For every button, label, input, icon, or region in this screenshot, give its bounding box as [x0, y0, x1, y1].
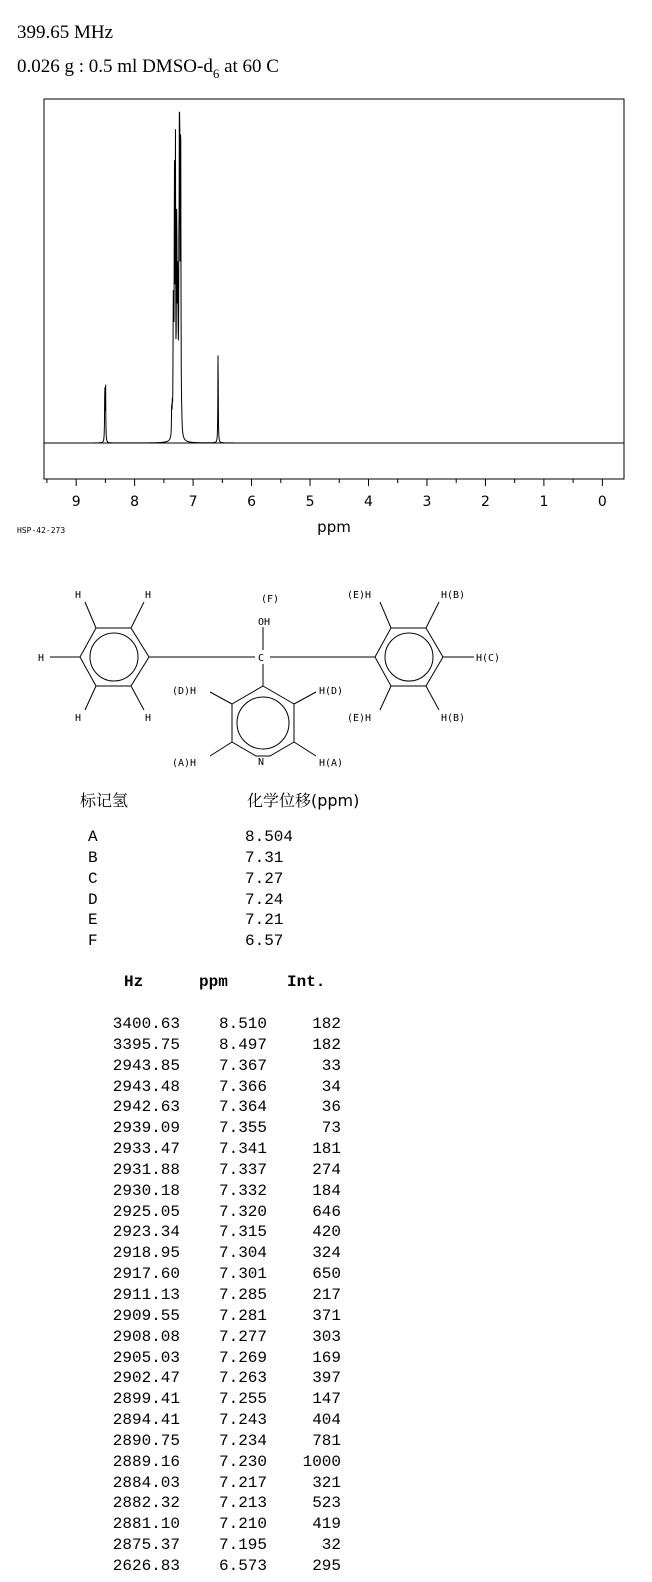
peak-int-value: 420 [312, 1223, 341, 1242]
peak-int-value: 182 [312, 1035, 341, 1054]
x-tick-label: 0 [597, 494, 607, 510]
plot-frame [44, 99, 624, 479]
x-tick-label: 7 [188, 494, 198, 510]
x-tick-label: 6 [247, 494, 257, 510]
label-EH-bottom: (E)H [347, 713, 372, 724]
frequency-label: 399.65 MHz [17, 22, 114, 43]
peak-ppm-value: 8.497 [218, 1035, 267, 1054]
label-H-left-bot-right: H [145, 713, 152, 724]
label-AH-left: (A)H [172, 758, 197, 769]
peak-int-value: 169 [312, 1348, 341, 1367]
peak-ppm-value: 7.217 [218, 1473, 267, 1492]
peak-hz-value: 2884.03 [112, 1473, 180, 1492]
peak-hz-value: 2917.60 [112, 1265, 180, 1284]
label-H-left-top-left: H [75, 590, 82, 601]
label-HA-right: H(A) [319, 758, 344, 769]
peak-hz-value: 2889.16 [112, 1452, 180, 1471]
assignment-shift-column [245, 827, 293, 952]
peak-hz-value: 2908.08 [112, 1327, 180, 1346]
assignment-label: D [88, 890, 98, 909]
peak-int-value: 523 [312, 1494, 341, 1513]
assignment-label: B [88, 848, 98, 867]
peak-hz-value: 2902.47 [112, 1369, 180, 1388]
assignment-shift: 7.24 [245, 890, 284, 909]
peak-ppm-value: 7.213 [218, 1494, 267, 1513]
peak-hz-value: 2931.88 [112, 1160, 180, 1179]
peak-int-value: 1000 [302, 1452, 341, 1471]
peak-ppm-value: 7.341 [218, 1140, 267, 1159]
peak-hz-value: 2909.55 [112, 1306, 180, 1325]
peak-hz-value: 2890.75 [112, 1431, 180, 1450]
x-tick-label: 8 [130, 494, 140, 510]
peak-int-value: 295 [312, 1556, 341, 1575]
peak-int-value: 397 [312, 1369, 341, 1388]
peak-hz-value: 3395.75 [112, 1035, 180, 1054]
x-tick-label: 4 [364, 494, 373, 510]
peak-int-value: 303 [312, 1327, 341, 1346]
peak-int-value: 419 [312, 1515, 341, 1534]
sample-prefix: 0.026 g : 0.5 ml DMSO-d [17, 56, 213, 77]
label-EH-top: (E)H [347, 590, 372, 601]
assignment-shift: 8.504 [245, 828, 294, 846]
peak-hz-value: 2905.03 [112, 1348, 180, 1367]
peak-ppm-value: 7.230 [218, 1452, 267, 1471]
peak-ppm-value: 7.210 [218, 1515, 267, 1534]
peak-ppm-column [190, 1014, 267, 1577]
peak-hz-value: 2943.85 [112, 1056, 180, 1075]
right-phenyl-aromatic-circle [385, 633, 433, 681]
peak-ppm-value: 7.243 [218, 1411, 267, 1430]
label-H-left-para: H [38, 653, 45, 664]
peak-ppm-value: 7.366 [218, 1077, 267, 1096]
peak-ppm-value: 7.355 [218, 1119, 267, 1138]
peak-ppm-value: 7.255 [218, 1390, 267, 1409]
label-HC: H(C) [476, 653, 501, 664]
peak-ppm-value: 7.315 [218, 1223, 267, 1242]
peak-ppm-value: 7.281 [218, 1306, 267, 1325]
peak-int-value: 781 [312, 1431, 341, 1450]
peak-ppm-value: 7.332 [218, 1181, 267, 1200]
peak-ppm-value: 7.285 [218, 1285, 267, 1304]
peak-hz-value: 3400.63 [112, 1015, 180, 1033]
peak-int-value: 646 [312, 1202, 341, 1221]
x-tick-label: 2 [480, 494, 490, 510]
label-H-left-top-right: H [145, 590, 152, 601]
peak-int-value: 32 [321, 1536, 341, 1555]
peak-hz-value: 2899.41 [112, 1390, 180, 1409]
peak-ppm-value: 7.301 [218, 1265, 267, 1284]
peak-hz-column [90, 1014, 180, 1577]
assignment-shift: 6.57 [245, 932, 284, 951]
peak-hz-value: 2933.47 [112, 1140, 180, 1159]
peak-int-value: 36 [321, 1098, 341, 1117]
peak-int-column [280, 1014, 341, 1577]
assignment-label: F [88, 932, 98, 951]
pyridine-aromatic-circle [237, 697, 289, 749]
peak-hz-value: 2942.63 [112, 1098, 180, 1117]
spectrum-trace [44, 112, 624, 443]
peak-hz-value: 2882.32 [112, 1494, 180, 1513]
peak-int-value: 324 [312, 1244, 341, 1263]
peak-int-value: 371 [312, 1306, 341, 1325]
assignment-label: A [88, 828, 98, 846]
peak-ppm-value: 7.234 [218, 1431, 267, 1450]
peak-hz-value: 2939.09 [112, 1119, 180, 1138]
peak-int-value: 147 [312, 1390, 341, 1409]
label-N: N [258, 757, 265, 768]
x-tick-label: 5 [305, 494, 315, 510]
peak-hz-value: 2923.34 [112, 1223, 180, 1242]
x-axis-ticks [47, 479, 607, 510]
peak-header-ppm: ppm [199, 973, 228, 991]
peak-int-value: 184 [312, 1181, 341, 1200]
peak-hz-value: 2918.95 [112, 1244, 180, 1263]
peak-ppm-value: 7.269 [218, 1348, 267, 1367]
x-axis-label: ppm [317, 518, 351, 536]
sample-suffix: at 60 C [219, 56, 279, 77]
nmr-spectrum-chart [0, 90, 652, 550]
assignment-label: E [88, 911, 98, 930]
label-HB-bottom: H(B) [441, 713, 466, 724]
peak-int-value: 217 [312, 1285, 341, 1304]
peak-hz-value: 2881.10 [112, 1515, 180, 1534]
label-HB-top: H(B) [441, 590, 466, 601]
peak-ppm-value: 7.195 [218, 1536, 267, 1555]
peak-hz-value: 2943.48 [112, 1077, 180, 1096]
label-F: (F) [261, 594, 280, 605]
peak-header-hz: Hz [124, 973, 144, 991]
peak-ppm-value: 7.364 [218, 1098, 267, 1117]
peak-ppm-value: 6.573 [218, 1556, 267, 1575]
sample-subscript: 6 [212, 66, 220, 81]
peak-hz-value: 2875.37 [112, 1536, 180, 1555]
peak-ppm-value: 7.337 [218, 1160, 267, 1179]
peak-ppm-value: 7.367 [218, 1056, 267, 1075]
peak-int-value: 321 [312, 1473, 341, 1492]
x-tick-label: 3 [422, 494, 432, 510]
peak-hz-value: 2894.41 [112, 1411, 180, 1430]
peak-hz-value: 2925.05 [112, 1202, 180, 1221]
peak-int-value: 274 [312, 1160, 341, 1179]
peak-int-value: 73 [321, 1119, 341, 1138]
label-HD-right: H(D) [319, 686, 344, 697]
label-OH: OH [258, 617, 271, 628]
x-tick-label: 1 [539, 494, 549, 510]
peak-int-value: 182 [312, 1015, 341, 1033]
x-tick-label: 9 [71, 494, 81, 510]
assignment-shift: 7.31 [245, 848, 284, 867]
peak-ppm-value: 8.510 [218, 1015, 267, 1033]
left-phenyl-aromatic-circle [90, 633, 138, 681]
assignment-shift: 7.21 [245, 911, 284, 930]
peak-int-value: 404 [312, 1411, 341, 1430]
assignment-shift: 7.27 [245, 869, 284, 888]
label-DH-left: (D)H [172, 686, 197, 697]
sample-conditions [17, 56, 279, 82]
label-C: C [258, 653, 265, 664]
peak-hz-value: 2911.13 [112, 1285, 180, 1304]
peak-ppm-value: 7.304 [218, 1244, 267, 1263]
peak-int-value: 650 [312, 1265, 341, 1284]
peak-ppm-value: 7.320 [218, 1202, 267, 1221]
peak-ppm-value: 7.277 [218, 1327, 267, 1346]
spectrum-id: HSP-42-273 [17, 526, 66, 535]
label-H-left-bot-left: H [75, 713, 82, 724]
peak-int-value: 181 [312, 1140, 341, 1159]
assignment-header-shift: 化学位移(ppm) [247, 791, 360, 810]
peak-hz-value: 2626.83 [112, 1556, 180, 1575]
peak-hz-value: 2930.18 [112, 1181, 180, 1200]
assignment-label: C [88, 869, 98, 888]
peak-int-value: 34 [321, 1077, 341, 1096]
assignment-label-column [88, 827, 98, 952]
molecule-structure [0, 580, 652, 780]
peak-ppm-value: 7.263 [218, 1369, 267, 1388]
assignment-header-label: 标记氢 [80, 791, 129, 810]
peak-header-int: Int. [287, 973, 326, 991]
peak-int-value: 33 [321, 1056, 341, 1075]
